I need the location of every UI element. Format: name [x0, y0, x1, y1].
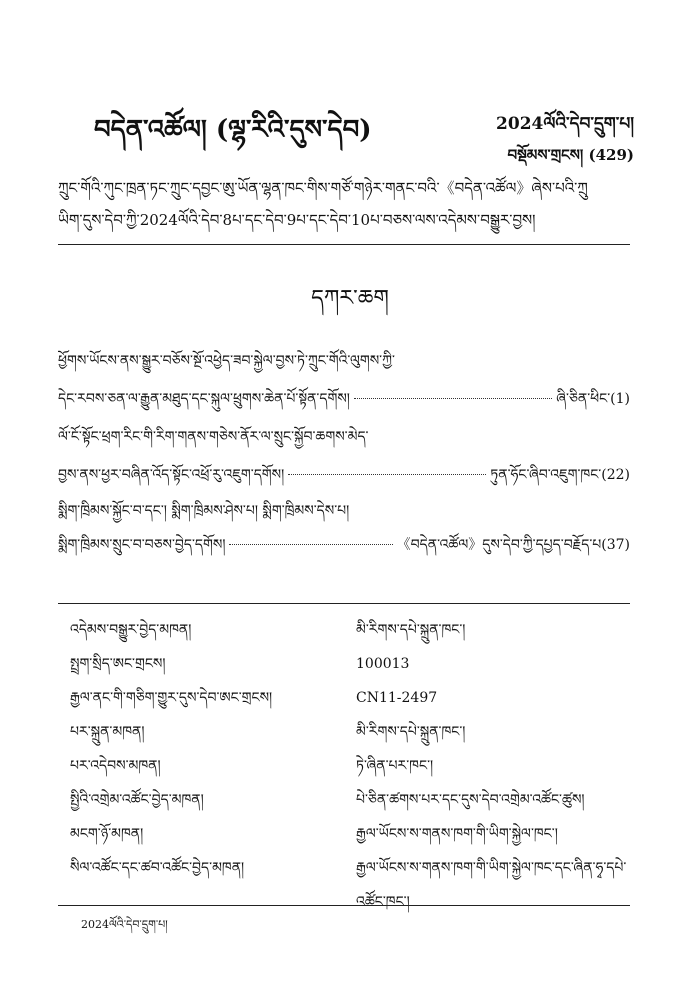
issue-number: བསྡོམས་གྲངས། (429)	[507, 146, 634, 164]
toc-line-text: སྨིག་ཁྲིམས་སྐྱོང་བ་དང་། སྨིག་ཁྲིམས་ཤེས་པ། སྨིག་ཁྲིམས་དེས་པ།	[58, 503, 350, 519]
toc-leader	[354, 398, 552, 399]
toc-line-text: ཕྱོགས་ཡོངས་ནས་སྒྱུར་བཅོས་སྔོ་འཕྱེད་ཟབ་སྐྱེལ་བྱས་ཏེ་ཀྲུང་གོའི་ལུགས་ཀྱི་	[58, 353, 395, 369]
toc-leader	[288, 474, 486, 475]
info-label: འདེམས་བསྒྱུར་བྱེད་མཁན།	[70, 622, 192, 638]
toc-entry-author: ཏུན་ཧོང་ཞིབ་འཇུག་ཁང་	[490, 467, 602, 483]
meta-top-divider	[58, 603, 630, 604]
info-label: སིལ་འཚོང་དང་ཚབ་འཚོང་བྱེད་མཁན།	[70, 860, 245, 876]
toc-entry-page: (37)	[601, 537, 630, 553]
toc-entry-author: 《བདེན་འཚོལ》དུས་དེབ་ཀྱི་དཔྱད་བརྗོད་པ	[396, 537, 602, 553]
info-label: སྤྱིའི་འགྲེམ་འཚོང་བྱེད་མཁན།	[70, 792, 204, 808]
info-label: རྒྱལ་ནང་གི་གཅིག་གྱུར་དུས་དེབ་ཨང་གྲངས།	[70, 690, 273, 706]
info-label: པར་འདེབས་མཁན།	[70, 758, 161, 774]
info-value: པེ་ཅིན་ཚགས་པར་དང་དུས་དེབ་འགྲེམ་འཚོང་ཚུས།	[356, 792, 585, 808]
toc-line-text: ལོ་ངོ་སྟོང་ཕྲག་རིང་གི་རིག་གནས་གཅེས་ནོར་ལ་སྲུང་སྐྱོབ་ཆགས་མེད་	[58, 429, 369, 445]
masthead-title: བདེན་འཚོལ། (ལྷ་རིའི་དུས་དེབ)	[94, 115, 372, 145]
info-value: རྒྱལ་ཡོངས་ས་གནས་ཁག་གི་ཡིག་སྐྱེལ་ཁང་།	[356, 826, 558, 842]
toc-line	[58, 344, 630, 384]
toc-entry-page: (22)	[601, 467, 630, 483]
info-value: 100013	[356, 656, 410, 672]
toc-entry[interactable]	[58, 528, 630, 568]
top-divider	[58, 244, 630, 245]
info-label: མངག་ཉོ་མཁན།	[70, 826, 144, 842]
publication-note-line: ཡིག་དུས་དེབ་ཀྱི་2024ལོའི་དེབ་8པ་དང་དེབ་9པ་དང་དེབ་10པ་བཅས་ལས་འདེམས་བསྒྱུར་བྱས།	[58, 211, 536, 229]
info-value: མི་རིགས་དཔེ་སྐྲུན་ཁང་།	[356, 622, 466, 638]
toc-entry-title: དེང་རབས་ཅན་ལ་རྒྱུན་མཐུད་དང་སྐུལ་ཕྲུགས་ཆེན་པོ་སྟོན་དགོས།	[58, 391, 350, 407]
toc-entry[interactable]	[58, 382, 630, 422]
toc-entry-author: ཞི་ཅིན་ཕིང་	[556, 391, 611, 407]
toc-entry[interactable]	[58, 458, 630, 498]
footer-issue: 2024ལོའི་དེབ་དྲུག་པ།	[81, 918, 168, 931]
toc-line	[58, 420, 630, 460]
info-value: CN11-2497	[356, 690, 438, 706]
info-label: སྤྲག་སྲིད་ཨང་གྲངས།	[70, 656, 166, 672]
info-value: མི་རིགས་དཔེ་སྐྲུན་ཁང་།	[356, 724, 466, 740]
toc-leader	[229, 544, 392, 545]
footer-divider	[58, 905, 630, 906]
toc-entry-title: སྨིག་ཁྲིམས་སྲུང་བ་བཅས་བྱེད་དགོས།	[58, 537, 226, 553]
toc-entry-title: བྱས་ནས་ཕྱར་བཞིན་འོད་སྟོང་འཕྲོ་རུ་འཇུག་དགོས།	[58, 467, 285, 483]
info-label: པར་སྐྲུན་མཁན།	[70, 724, 145, 740]
info-value: ཏེ་ཞིན་པར་ཁང་།	[356, 758, 434, 774]
toc-heading: དཀར་ཆག	[311, 286, 389, 311]
info-value: རྒྱལ་ཡོངས་ས་གནས་ཁག་གི་ཡིག་སྐྱེལ་ཁང་དང་ཞིན་ཧྭ་དཔེ་འཚོང་ཁང་།	[356, 860, 627, 910]
issue-date: 2024ལོའི་དེབ་དྲུག་པ།	[496, 114, 634, 134]
publication-note-line: ཀྲུང་གོའི་ཀུང་ཁྲན་ཏང་ཀྲུང་དབྱང་ཨུ་ཡོན་ལྷན་ཁང་གིས་གཙོ་གཉེར་གནང་བའི་《བདེན་འཚོལ》ཞེས་པའི་ཀྲུ	[58, 179, 588, 197]
toc-entry-page: (1)	[610, 391, 630, 407]
publication-note	[58, 172, 630, 236]
